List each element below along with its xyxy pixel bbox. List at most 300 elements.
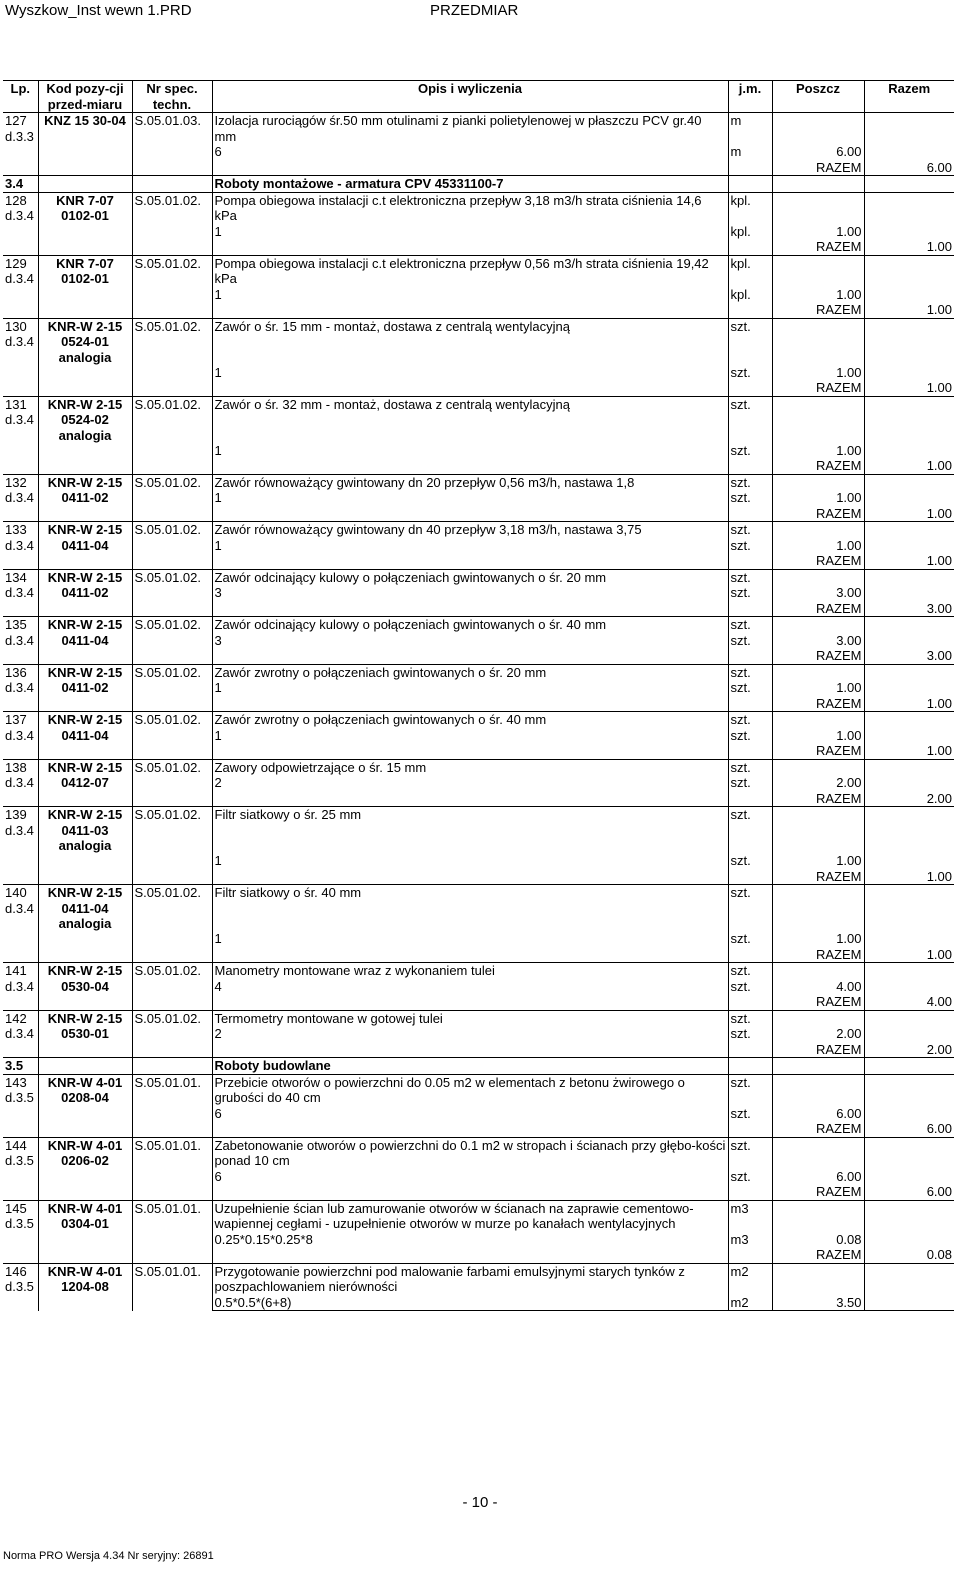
item-opis: Zawory odpowietrzające o śr. 15 mm: [212, 759, 728, 775]
empty-cell: [772, 318, 864, 365]
table-row: [3, 807, 954, 854]
item-razem: 1.00: [926, 458, 952, 473]
empty-cell: [772, 759, 864, 775]
document-title: PRZEDMIAR: [430, 2, 519, 19]
item-jm: szt.: [728, 1010, 772, 1026]
razem-label: RAZEM: [772, 1042, 864, 1058]
empty-cell: [212, 239, 728, 255]
empty-cell: [864, 1232, 954, 1248]
item-poszcz: 1.00: [772, 490, 864, 506]
empty-cell: [212, 791, 728, 807]
empty-cell: [772, 664, 864, 680]
empty-cell: [212, 1121, 728, 1137]
item-jm: szt.: [728, 318, 772, 365]
section-title: Roboty budowlane: [212, 1058, 728, 1075]
empty-cell: [772, 1058, 864, 1075]
empty-cell: [212, 1042, 728, 1058]
empty-cell: [728, 302, 772, 318]
item-quantity-unit: szt.: [728, 775, 772, 791]
item-kod: KNR-W 2-15 0411-04: [38, 712, 132, 760]
item-opis: Przygotowanie powierzchni pod malowanie farbami emulsyjnymi starych tynków z poszpachlowaniem nierówności: [212, 1263, 728, 1295]
table-row: [3, 963, 954, 979]
item-jm: kpl.: [728, 192, 772, 224]
razem-label: RAZEM: [772, 994, 864, 1010]
empty-cell: [864, 853, 954, 869]
item-razem: 6.00: [926, 159, 952, 175]
item-poszcz: 1.00: [772, 680, 864, 696]
item-opis: Zawór odcinający kulowy o połączeniach gwintowanych o śr. 20 mm: [212, 569, 728, 585]
item-lp: 141 d.3.4: [3, 963, 38, 1011]
empty-cell: [728, 1042, 772, 1058]
item-lp: 140 d.3.4: [3, 885, 38, 963]
empty-cell: [728, 648, 772, 664]
table-row: [3, 617, 954, 633]
table-row: [3, 1263, 954, 1295]
item-poszcz: 1.00: [772, 287, 864, 303]
item-kod: KNR-W 4-01 0304-01: [38, 1200, 132, 1263]
item-kod: KNR-W 2-15 0524-02 analogia: [38, 396, 132, 474]
razem-label: RAZEM: [772, 380, 864, 396]
empty-cell: [728, 696, 772, 712]
header-jm: j.m.: [728, 81, 772, 113]
item-nr-spec: S.05.01.02.: [132, 522, 212, 570]
table-row: [3, 885, 954, 932]
empty-cell: [864, 318, 954, 365]
empty-cell: [864, 287, 954, 303]
item-poszcz: 4.00: [772, 979, 864, 995]
razem-label: RAZEM: [772, 648, 864, 664]
footer-version: Norma PRO Wersja 4.34 Nr seryjny: 26891: [3, 1550, 214, 1562]
item-jm: szt.: [728, 474, 772, 490]
empty-cell: [772, 1137, 864, 1169]
item-jm: kpl.: [728, 255, 772, 287]
item-quantity: 0.25*0.15*0.25*8: [212, 1232, 728, 1248]
empty-cell: [864, 680, 954, 696]
item-lp: 129 d.3.4: [3, 255, 38, 318]
empty-cell: [772, 474, 864, 490]
empty-cell: [728, 176, 772, 193]
empty-cell: [772, 192, 864, 224]
item-opis: Termometry montowane w gotowej tulei: [212, 1010, 728, 1026]
empty-cell: [864, 1310, 954, 1311]
item-lp: 137 d.3.4: [3, 712, 38, 760]
item-kod: KNR-W 2-15 0411-02: [38, 664, 132, 712]
item-poszcz: 6.00: [772, 144, 864, 160]
item-quantity: 1: [212, 538, 728, 554]
item-jm: m: [728, 113, 772, 145]
empty-cell: [728, 553, 772, 569]
empty-cell: [38, 1058, 132, 1075]
razem-label: RAZEM: [772, 239, 864, 255]
document-filename: Wyszkow_Inst wewn 1.PRD: [5, 2, 192, 19]
item-jm: m3: [728, 1200, 772, 1232]
empty-cell: [212, 1184, 728, 1200]
empty-cell: [212, 869, 728, 885]
empty-cell: [772, 176, 864, 193]
page-number: - 10 -: [462, 1494, 498, 1511]
item-nr-spec: S.05.01.02.: [132, 474, 212, 522]
item-quantity: 1: [212, 680, 728, 696]
empty-cell: [864, 885, 954, 932]
item-quantity: 6: [212, 1106, 728, 1122]
item-poszcz: 1.00: [772, 728, 864, 744]
empty-cell: [864, 538, 954, 554]
empty-cell: [38, 176, 132, 193]
item-jm: szt.: [728, 617, 772, 633]
empty-cell: [772, 885, 864, 932]
item-quantity: 4: [212, 979, 728, 995]
empty-cell: [728, 994, 772, 1010]
item-lp: 127 d.3.3: [3, 113, 38, 176]
razem-label: RAZEM: [772, 1184, 864, 1200]
table-row: [3, 759, 954, 775]
item-quantity: 6: [212, 1169, 728, 1185]
item-nr-spec: S.05.01.01.: [132, 1263, 212, 1311]
table-row: [3, 712, 954, 728]
empty-cell: [728, 947, 772, 963]
item-opis: Zawór odcinający kulowy o połączeniach gwintowanych o śr. 40 mm: [212, 617, 728, 633]
item-poszcz: 3.00: [772, 585, 864, 601]
item-quantity: 1: [212, 287, 728, 303]
item-lp: 144 d.3.5: [3, 1137, 38, 1200]
item-quantity: 0.5*0.5*(6+8): [212, 1295, 728, 1311]
table-row: [3, 255, 954, 287]
item-lp: 135 d.3.4: [3, 617, 38, 665]
item-lp: 131 d.3.4: [3, 396, 38, 474]
item-razem: 1.00: [926, 868, 952, 884]
header-nr-spec: Nr spec. techn.: [132, 81, 212, 113]
table-row: [3, 318, 954, 365]
item-quantity: 6: [212, 144, 728, 160]
item-quantity: 2: [212, 1026, 728, 1042]
empty-cell: [772, 255, 864, 287]
empty-cell: [864, 664, 954, 680]
header-kod: Kod pozy-cji przed-miaru: [38, 81, 132, 113]
item-lp: 128 d.3.4: [3, 192, 38, 255]
item-quantity-unit: szt.: [728, 490, 772, 506]
empty-cell: [864, 807, 954, 854]
empty-cell: [728, 160, 772, 176]
item-razem: 3.00: [926, 600, 952, 616]
table-row: [3, 396, 954, 443]
item-opis: Uzupełnienie ścian lub zamurowanie otworów w ścianach na zaprawie cementowo-wapiennej cegłami - uzupełnienie otworów w murze po kanałach wentylacyjnych: [212, 1200, 728, 1232]
empty-cell: [212, 648, 728, 664]
item-kod: KNR-W 2-15 0411-02: [38, 569, 132, 617]
item-kod: KNR-W 2-15 0530-01: [38, 1010, 132, 1058]
item-kod: KNR-W 2-15 0411-02: [38, 474, 132, 522]
table-row: [3, 1074, 954, 1106]
empty-cell: [772, 963, 864, 979]
item-razem: 3.00: [926, 648, 952, 663]
item-nr-spec: S.05.01.02.: [132, 396, 212, 474]
item-opis: Zawór zwrotny o połączeniach gwintowanych o śr. 20 mm: [212, 664, 728, 680]
item-kod: KNR-W 2-15 0411-04: [38, 617, 132, 665]
item-jm: szt.: [728, 1137, 772, 1169]
empty-cell: [212, 601, 728, 617]
empty-cell: [772, 1074, 864, 1106]
item-opis: Pompa obiegowa instalacji c.t elektroniczna przepływ 3,18 m3/h strata ciśnienia 14,6 kPa: [212, 192, 728, 224]
empty-cell: [772, 522, 864, 538]
item-opis: Zawór o śr. 32 mm - montaż, dostawa z centralą wentylacyjną: [212, 396, 728, 443]
item-nr-spec: S.05.01.01.: [132, 1200, 212, 1263]
item-poszcz: 1.00: [772, 365, 864, 381]
empty-cell: [132, 1058, 212, 1075]
item-nr-spec: S.05.01.02.: [132, 664, 212, 712]
item-quantity: 1: [212, 728, 728, 744]
item-quantity-unit: kpl.: [728, 224, 772, 240]
item-opis: Zawór o śr. 15 mm - montaż, dostawa z centralą wentylacyjną: [212, 318, 728, 365]
empty-cell: [864, 1200, 954, 1232]
table-row: [3, 569, 954, 585]
item-jm: szt.: [728, 963, 772, 979]
empty-cell: [772, 1310, 864, 1311]
empty-cell: [864, 1026, 954, 1042]
item-nr-spec: S.05.01.02.: [132, 807, 212, 885]
empty-cell: [864, 522, 954, 538]
empty-cell: [864, 569, 954, 585]
empty-cell: [864, 1137, 954, 1169]
item-quantity: 3: [212, 585, 728, 601]
item-razem: 1.00: [926, 695, 952, 711]
item-jm: szt.: [728, 664, 772, 680]
item-razem: 1.00: [926, 239, 952, 254]
item-kod: KNR-W 2-15 0411-04 analogia: [38, 885, 132, 963]
empty-cell: [728, 1247, 772, 1263]
item-quantity-unit: szt.: [728, 538, 772, 554]
empty-cell: [864, 759, 954, 775]
item-kod: KNR-W 2-15 0412-07: [38, 759, 132, 807]
item-quantity-unit: szt.: [728, 979, 772, 995]
item-quantity-unit: szt.: [728, 1169, 772, 1185]
item-kod: KNR 7-07 0102-01: [38, 255, 132, 318]
item-quantity-unit: szt.: [728, 1026, 772, 1042]
item-lp: 146 d.3.5: [3, 1263, 38, 1311]
razem-label: RAZEM: [772, 743, 864, 759]
empty-cell: [728, 1121, 772, 1137]
section-number: 3.5: [3, 1058, 38, 1075]
empty-cell: [864, 617, 954, 633]
item-razem: 1.00: [926, 743, 952, 758]
item-opis: Zawór równoważący gwintowany dn 20 przepływ 0,56 m3/h, nastawa 1,8: [212, 474, 728, 490]
item-nr-spec: S.05.01.02.: [132, 759, 212, 807]
empty-cell: [728, 743, 772, 759]
item-quantity-unit: m3: [728, 1232, 772, 1248]
empty-cell: [212, 506, 728, 522]
empty-cell: [212, 1247, 728, 1263]
empty-cell: [212, 743, 728, 759]
item-lp: 136 d.3.4: [3, 664, 38, 712]
item-quantity-unit: m2: [728, 1295, 772, 1311]
empty-cell: [212, 696, 728, 712]
item-nr-spec: S.05.01.02.: [132, 963, 212, 1011]
item-kod: KNR-W 4-01 0206-02: [38, 1137, 132, 1200]
section-row: [3, 1058, 954, 1075]
razem-label: RAZEM: [772, 302, 864, 318]
empty-cell: [864, 775, 954, 791]
empty-cell: [772, 1010, 864, 1026]
empty-cell: [728, 791, 772, 807]
item-quantity: 1: [212, 931, 728, 947]
item-lp: 143 d.3.5: [3, 1074, 38, 1137]
item-poszcz: 3.00: [772, 633, 864, 649]
item-jm: szt.: [728, 759, 772, 775]
item-razem: 4.00: [926, 994, 952, 1009]
item-opis: Filtr siatkowy o śr. 40 mm: [212, 885, 728, 932]
item-lp: 133 d.3.4: [3, 522, 38, 570]
item-quantity-unit: szt.: [728, 443, 772, 459]
item-razem: 1.00: [926, 505, 952, 521]
section-row: [3, 176, 954, 193]
table-row: [3, 1010, 954, 1026]
empty-cell: [864, 1058, 954, 1075]
item-quantity: 1: [212, 443, 728, 459]
table-row: [3, 113, 954, 145]
item-lp: 145 d.3.5: [3, 1200, 38, 1263]
empty-cell: [864, 474, 954, 490]
item-jm: szt.: [728, 396, 772, 443]
item-quantity: 2: [212, 775, 728, 791]
empty-cell: [212, 160, 728, 176]
razem-label: RAZEM: [772, 601, 864, 617]
empty-cell: [864, 633, 954, 649]
razem-label: RAZEM: [772, 1247, 864, 1263]
razem-label: RAZEM: [772, 947, 864, 963]
item-kod: KNR-W 2-15 0411-03 analogia: [38, 807, 132, 885]
section-number: 3.4: [3, 176, 38, 193]
empty-cell: [864, 931, 954, 947]
empty-cell: [728, 601, 772, 617]
item-nr-spec: S.05.01.01.: [132, 1137, 212, 1200]
item-nr-spec: S.05.01.02.: [132, 255, 212, 318]
item-jm: szt.: [728, 712, 772, 728]
item-lp: 134 d.3.4: [3, 569, 38, 617]
item-opis: Przebicie otworów o powierzchni do 0.05 m2 w elementach z betonu żwirowego o grubości do 40 cm: [212, 1074, 728, 1106]
empty-cell: [864, 443, 954, 459]
empty-cell: [728, 506, 772, 522]
empty-cell: [864, 1074, 954, 1106]
item-razem: 2.00: [926, 790, 952, 806]
empty-cell: [212, 1310, 728, 1311]
item-quantity-unit: szt.: [728, 365, 772, 381]
empty-cell: [772, 396, 864, 443]
razem-label: RAZEM: [772, 506, 864, 522]
empty-cell: [864, 1295, 954, 1311]
item-quantity-unit: szt.: [728, 728, 772, 744]
empty-cell: [728, 1058, 772, 1075]
table-body: [3, 113, 954, 1311]
item-lp: 132 d.3.4: [3, 474, 38, 522]
item-razem: 0.08: [926, 1247, 952, 1262]
item-opis: Izolacja rurociągów śr.50 mm otulinami z pianki polietylenowej w płaszczu PCV gr.40 mm: [212, 113, 728, 145]
item-poszcz: 1.00: [772, 443, 864, 459]
item-poszcz: 3.50: [772, 1295, 864, 1311]
item-kod: KNR-W 4-01 0208-04: [38, 1074, 132, 1137]
item-poszcz: 0.08: [772, 1232, 864, 1248]
item-razem: 6.00: [926, 1184, 952, 1199]
razem-label: RAZEM: [772, 1121, 864, 1137]
razem-label: RAZEM: [772, 553, 864, 569]
item-kod: KNR-W 2-15 0411-04: [38, 522, 132, 570]
item-quantity-unit: szt.: [728, 680, 772, 696]
item-opis: Pompa obiegowa instalacji c.t elektroniczna przepływ 0,56 m3/h strata ciśnienia 19,42 kPa: [212, 255, 728, 287]
item-poszcz: 6.00: [772, 1169, 864, 1185]
item-nr-spec: S.05.01.02.: [132, 192, 212, 255]
item-razem: 1.00: [926, 946, 952, 962]
item-quantity: 1: [212, 853, 728, 869]
table-row: [3, 474, 954, 490]
item-jm: m2: [728, 1263, 772, 1295]
razem-label: RAZEM: [772, 791, 864, 807]
item-nr-spec: S.05.01.02.: [132, 569, 212, 617]
item-opis: Zawór równoważący gwintowany dn 40 przepływ 3,18 m3/h, nastawa 3,75: [212, 522, 728, 538]
item-jm: szt.: [728, 522, 772, 538]
item-razem: 2.00: [926, 1041, 952, 1057]
item-lp: 130 d.3.4: [3, 318, 38, 396]
empty-cell: [212, 947, 728, 963]
empty-cell: [864, 1106, 954, 1122]
empty-cell: [864, 963, 954, 979]
item-poszcz: 2.00: [772, 775, 864, 791]
item-quantity: 1: [212, 490, 728, 506]
item-jm: szt.: [728, 807, 772, 854]
item-poszcz: 1.00: [772, 931, 864, 947]
item-opis: Filtr siatkowy o śr. 25 mm: [212, 807, 728, 854]
empty-cell: [728, 1184, 772, 1200]
item-poszcz: 2.00: [772, 1026, 864, 1042]
empty-cell: [728, 1310, 772, 1311]
item-nr-spec: S.05.01.01.: [132, 1074, 212, 1137]
item-poszcz: 6.00: [772, 1106, 864, 1122]
item-opis: Manometry montowane wraz z wykonaniem tulei: [212, 963, 728, 979]
empty-cell: [864, 365, 954, 381]
empty-cell: [864, 1010, 954, 1026]
item-kod: KNZ 15 30-04: [38, 113, 132, 176]
empty-cell: [864, 255, 954, 287]
item-poszcz: 1.00: [772, 538, 864, 554]
empty-cell: [132, 176, 212, 193]
item-quantity-unit: m: [728, 144, 772, 160]
item-quantity-unit: szt.: [728, 1106, 772, 1122]
empty-cell: [864, 490, 954, 506]
item-quantity-unit: szt.: [728, 633, 772, 649]
item-poszcz: 1.00: [772, 853, 864, 869]
header-lp: Lp.: [3, 81, 38, 113]
empty-cell: [772, 1263, 864, 1295]
item-nr-spec: S.05.01.02.: [132, 885, 212, 963]
item-razem: 1.00: [926, 302, 952, 317]
empty-cell: [864, 113, 954, 145]
item-jm: szt.: [728, 1074, 772, 1106]
item-lp: 139 d.3.4: [3, 807, 38, 885]
empty-cell: [212, 380, 728, 396]
item-quantity-unit: szt.: [728, 853, 772, 869]
item-quantity: 3: [212, 633, 728, 649]
item-quantity: 1: [212, 224, 728, 240]
empty-cell: [212, 994, 728, 1010]
item-nr-spec: S.05.01.02.: [132, 617, 212, 665]
empty-cell: [772, 617, 864, 633]
item-razem: 1.00: [926, 553, 952, 568]
item-jm: szt.: [728, 885, 772, 932]
empty-cell: [864, 176, 954, 193]
table-row: [3, 192, 954, 224]
empty-cell: [864, 1169, 954, 1185]
item-nr-spec: S.05.01.02.: [132, 318, 212, 396]
item-nr-spec: S.05.01.02.: [132, 712, 212, 760]
razem-label: RAZEM: [772, 696, 864, 712]
item-razem: 1.00: [926, 380, 952, 395]
empty-cell: [864, 979, 954, 995]
